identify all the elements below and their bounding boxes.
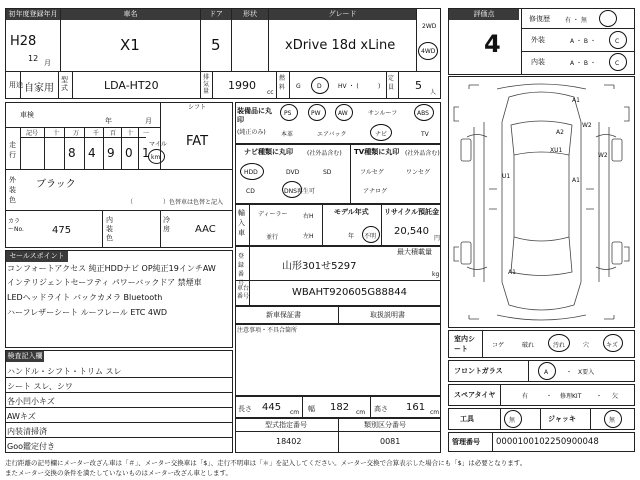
navi-dns: DNS再生可	[284, 188, 315, 195]
sales-line-1: コンフォートアクセス 純正HDDナビ OP純正19インチAW	[7, 264, 216, 273]
diag-label-a1-bottom: A1	[508, 269, 516, 276]
mileage-label: 走行	[9, 141, 16, 159]
seat-yogore: 汚れ	[553, 342, 566, 349]
odo-digit-1: 8	[68, 146, 76, 160]
eq-pw: PW	[311, 110, 321, 117]
color-code-label: カラーNo.	[8, 218, 24, 233]
door-label: ドア	[201, 9, 231, 20]
import-dealer: ディーラー	[258, 211, 288, 218]
max-load-label: 最大積載量	[397, 248, 432, 256]
repair-label: 修復歴	[529, 15, 550, 23]
drive-2wd: 2WD	[422, 23, 437, 30]
grade-label: グレード	[269, 9, 416, 20]
disp-unit: cc	[267, 89, 274, 96]
shift-label: シフト	[188, 104, 207, 111]
tv-oneseg: ワンセグ	[406, 169, 431, 176]
eq-leather: 本革	[281, 131, 294, 138]
max-load-unit: kg	[432, 271, 440, 278]
use-value: 自家用	[24, 83, 54, 94]
cool-value: AAC	[195, 224, 216, 235]
shape-label: 形状	[232, 9, 268, 20]
interior-c: C	[615, 60, 620, 67]
reg-month: 12	[28, 54, 39, 63]
glass-dot: ・	[566, 369, 573, 376]
shaken-year: 年	[105, 117, 112, 125]
class-cert-label: 類別区分番号	[364, 421, 406, 429]
footer-note-2: またメーター交換の条件を満たしていないものはメーター改ざん車とします。	[5, 469, 232, 477]
eq-tv: TV	[421, 131, 429, 138]
jack-value: 無	[609, 417, 616, 424]
width-unit: cm	[356, 409, 366, 416]
notes-label: 注意事項・不具合箇所	[237, 327, 298, 334]
color-value: ブラック	[36, 179, 76, 190]
cool-label: 冷房	[163, 216, 170, 233]
interior-label: 内装	[531, 58, 545, 66]
odo-digit-3: 9	[107, 146, 115, 160]
use-label: 用途	[9, 81, 23, 89]
color-label: 外装色	[9, 176, 16, 204]
reg-date-label: 初年度登録年月	[6, 9, 60, 20]
diag-label-w2-left: W2	[582, 122, 592, 129]
jack-label: ジャッキ	[548, 415, 576, 423]
sales-label: セールスポイント	[6, 251, 68, 262]
vin-label: 車台番号	[237, 285, 250, 300]
tv-sub: (社外品含む)	[405, 150, 440, 157]
odo-code-label: 記号	[26, 130, 39, 137]
interior-color-label: 内装色	[106, 216, 113, 242]
odo-mile: マイル	[149, 141, 167, 148]
odo-place-10man: 十	[53, 130, 60, 137]
navi-sd: SD	[323, 169, 332, 176]
model-label: 車名	[61, 9, 200, 20]
type-cert-value: 18402	[276, 437, 302, 446]
door-count: 5	[211, 36, 221, 54]
inspection-line-1: ハンドル・シフト・トリム スレ	[7, 367, 122, 376]
odo-place-sen: 千	[93, 130, 100, 137]
odo-digit-2: 4	[88, 146, 96, 160]
sales-line-3: LEDヘッドライト バックカメラ Bluetooth	[7, 293, 163, 302]
glass-a: A	[544, 369, 549, 376]
seat-ana: 穴	[583, 342, 590, 349]
eq-abs: ABS	[417, 110, 429, 117]
width-value: 182	[330, 402, 350, 413]
fuel-d: D	[317, 83, 322, 90]
reg-no-label: 登録番号	[238, 253, 245, 287]
fuel-label: 燃料	[279, 75, 286, 91]
car-diagram	[449, 77, 634, 327]
model-year-unit: 年	[348, 233, 355, 240]
eq-aw: AW	[338, 110, 348, 117]
exterior-value: A ・ B ・	[570, 38, 596, 45]
warranty-manual: 取扱説明書	[370, 311, 405, 319]
mgmt-value: 0000100102250900048	[496, 437, 599, 447]
glass-need: X要入	[578, 369, 595, 376]
import-parallel: 並行	[266, 234, 279, 241]
diag-label-w2-right: W2	[598, 152, 608, 159]
odo-place-man: 万	[73, 130, 80, 137]
import-left: 左H	[303, 233, 314, 240]
color-code: 475	[52, 225, 72, 236]
capacity-label: 定員	[388, 75, 395, 91]
odo-place-juu: 十	[127, 130, 134, 137]
spare-kit: 修理KIT	[560, 393, 582, 400]
mgmt-label: 管理番号	[452, 438, 480, 446]
navi-label: ナビ種類に丸印	[244, 148, 293, 156]
height-value: 161	[406, 402, 426, 413]
diag-label-a1-mid: A1	[572, 177, 580, 184]
capacity-value: 5	[415, 79, 422, 92]
disp-label: 排気量	[203, 74, 210, 95]
import-label: 輸入車	[238, 209, 245, 237]
tools-label: 工具	[460, 415, 474, 423]
odo-digit-5: 1	[142, 146, 150, 160]
import-right: 右H	[303, 213, 314, 220]
seat-label: 室内シート	[454, 335, 475, 353]
inspection-line-2: シート スレ、シワ	[7, 382, 73, 391]
spec-row	[5, 71, 441, 99]
length-value: 445	[262, 402, 282, 413]
recycle-value: 20,540	[394, 226, 429, 237]
navi-hdd: HDD	[244, 169, 258, 176]
recycle-label: リサイクル預託金	[384, 208, 440, 216]
equipment-sub: (純正のみ)	[237, 129, 266, 136]
tv-fullseg: フルセグ	[360, 169, 384, 176]
model-name: X1	[120, 36, 140, 54]
reg-year: H28	[10, 34, 37, 49]
score-label: 評価点	[449, 9, 519, 20]
type-cert-label: 型式指定番号	[265, 421, 307, 429]
drive-4wd: 4WD	[421, 48, 436, 55]
color-note: （ ）色替車は色替と記入	[127, 199, 224, 206]
spare-yes: 有	[522, 393, 529, 400]
odo-place-hyaku: 百	[110, 130, 117, 137]
height-label: 高さ	[374, 405, 388, 413]
width-label: 幅	[308, 405, 315, 413]
warranty-new-car: 新車保証書	[266, 311, 301, 319]
odo-km: km	[151, 154, 161, 161]
exterior-c: C	[615, 38, 620, 45]
model-year-unknown: 不明	[364, 233, 377, 240]
shift-value: FAT	[186, 134, 209, 149]
spare-dot1: ・	[546, 393, 553, 400]
fuel-hv: HV ・ (	[338, 83, 359, 90]
shaken-month: 月	[145, 117, 152, 125]
recycle-yen: 円	[434, 235, 441, 242]
eq-airbag: エアバック	[317, 131, 347, 138]
reg-no-value: 山形301せ5297	[282, 261, 357, 272]
disp-value: 1990	[228, 79, 256, 92]
repair-circle	[599, 10, 617, 27]
equipment-label: 装備品に丸印	[237, 107, 272, 124]
diag-label-xu1: XU1	[550, 147, 563, 154]
inspection-label: 検査記入欄	[7, 352, 43, 360]
vin-value: WBAHT920605G88844	[292, 287, 407, 298]
inspection-line-6: Goo鑑定付き	[7, 442, 55, 451]
navi-sub: (社外品含む)	[307, 150, 342, 157]
seat-kizu: キズ	[606, 342, 618, 349]
shaken-label: 車検	[20, 111, 34, 119]
odo-place-ichi: 一	[143, 130, 150, 137]
tv-label: TV種類に丸印	[354, 148, 400, 156]
interior-value: A ・ B ・	[570, 60, 596, 67]
diag-label-a2: A2	[556, 129, 564, 136]
class-cert-value: 0081	[380, 437, 401, 446]
navi-cd: CD	[246, 188, 255, 195]
eq-ps: PS	[284, 110, 292, 117]
spare-label: スペアタイヤ	[454, 391, 496, 399]
seat-koge: コゲ	[492, 342, 505, 349]
seat-yabure: 破れ	[522, 342, 535, 349]
spare-dot2: ・	[596, 393, 603, 400]
eq-navi: ナビ	[375, 131, 388, 138]
spare-none: 欠	[612, 393, 619, 400]
grade-value: xDrive 18d xLine	[285, 38, 396, 53]
fuel-g: G	[296, 83, 301, 90]
tv-analog: アナログ	[363, 188, 388, 195]
exterior-label: 外装	[531, 36, 545, 44]
length-unit: cm	[290, 409, 300, 416]
model-year-label: モデル年式	[334, 208, 369, 216]
type-value: LDA-HT20	[104, 79, 159, 92]
diag-label-a1-top: A1	[572, 97, 580, 104]
inspection-line-4: AWキズ	[7, 412, 36, 421]
inspection-line-3: 各小凹小キズ	[7, 397, 55, 406]
reg-month-unit: 月	[44, 59, 51, 67]
footer-note-1: 走行距離の記号欄にメーター改ざん車は「＃」、メーター交換車は「$」、走行不明車は「＊」を記入してください。メーター交換で合算表示した場合にも「$」は必要となります。	[5, 459, 527, 467]
navi-dvd: DVD	[286, 169, 300, 176]
repair-value: 有 ・ 無	[565, 17, 587, 24]
sales-line-2: インテリジェントセーフティ パワーバックドア 禁煙車	[7, 278, 202, 287]
sales-line-4: ハーフレザーシート ルーフレール ETC 4WD	[7, 308, 168, 317]
score-value: 4	[484, 30, 501, 58]
inspection-line-5: 内装清掃済	[7, 427, 47, 436]
length-label: 長さ	[238, 405, 252, 413]
glass-label: フロントガラス	[454, 367, 503, 375]
eq-sunroof: サンルーフ	[368, 110, 398, 117]
fuel-close: )	[378, 83, 381, 90]
diag-label-u1: U1	[502, 173, 511, 180]
height-unit: cm	[430, 409, 440, 416]
tools-value: 無	[509, 417, 516, 424]
capacity-unit: 人	[430, 89, 437, 96]
type-label: 型式	[61, 76, 68, 92]
odo-digit-4: 0	[125, 146, 133, 160]
